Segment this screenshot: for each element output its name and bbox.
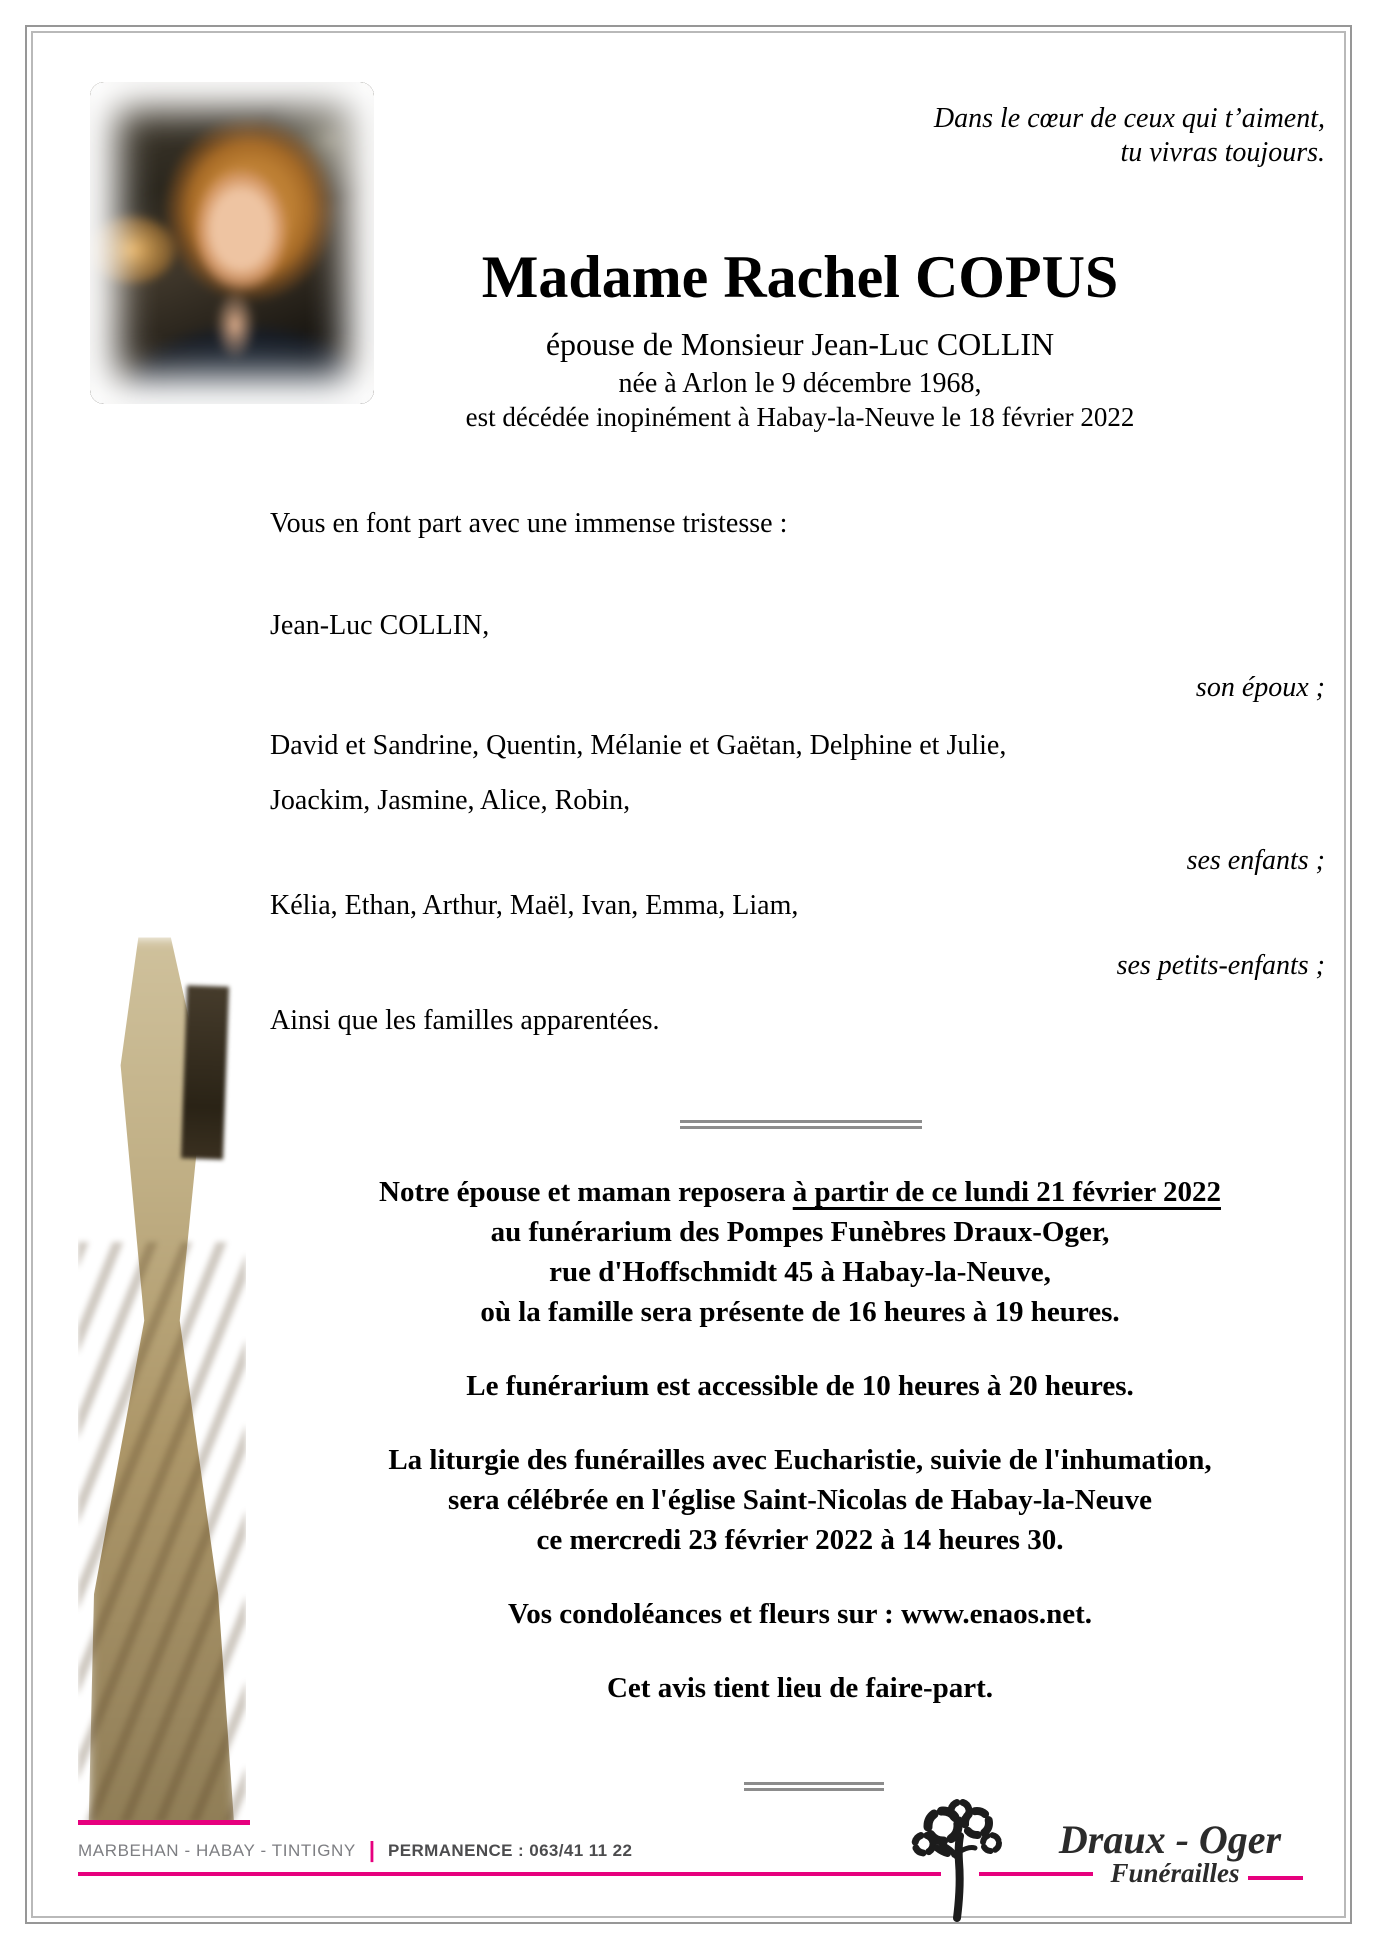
repose-line-3: rue d'Hoffschmidt 45 à Habay-la-Neuve, [549,1256,1051,1288]
liturgy-line-2: sera célébrée en l'église Saint-Nicolas de Habay-la-Neuve [448,1484,1152,1516]
husband-relation: son époux ; [1195,672,1325,703]
photo-top-fade [78,440,246,620]
quote-line-1: Dans le cœur de ceux qui t’aiment, [933,103,1325,134]
grandchildren-names: Kélia, Ethan, Arthur, Maël, Ivan, Emma, Liam, [270,890,799,921]
access-line: Le funérarium est accessible de 10 heures à 20 heures. [466,1370,1134,1402]
photo-accent-line [78,1820,250,1825]
notice-line: Cet avis tient lieu de faire-part. [606,1672,994,1704]
repose-line-4: où la famille sera présente de 16 heures à 19 heures. [480,1296,1120,1328]
liturgy-line-1: La liturgie des funérailles avec Eucharistie, suivie de l'inhumation, [388,1444,1212,1476]
children-names-line-2: Joackim, Jasmine, Alice, Robin, [270,785,631,816]
grandchildren-relation: ses petits-enfants ; [1116,950,1325,981]
birth-line: née à Arlon le 9 décembre 1968, [618,368,982,399]
repose-line-1-prefix: Notre épouse et maman reposera [379,1176,793,1208]
footer-locations: MARBEHAN - HABAY - TINTIGNY [78,1841,356,1860]
tree-logo-icon [903,1796,1015,1922]
footer-accent-dash [1248,1876,1303,1880]
families-line: Ainsi que les familles apparentées. [270,1005,660,1036]
footer-permanence: PERMANENCE : 063/41 11 22 [388,1841,633,1860]
husband-name: Jean-Luc COLLIN, [270,610,490,641]
forest-path-photo [78,440,246,1822]
funeral-home-name: Draux - Oger [1058,1817,1282,1862]
children-relation: ses enfants ; [1186,845,1325,876]
ceremony-details [258,1172,1342,1708]
deceased-name: Madame Rachel COPUS [481,244,1119,310]
spouse-line: épouse de Monsieur Jean-Luc COLLIN [545,326,1055,362]
condolences-line: Vos condoléances et fleurs sur : www.enaos.net. [507,1598,1093,1630]
memorial-quote [934,102,1325,170]
footer-info [78,1838,632,1864]
repose-line-1 [258,1172,1342,1212]
children-names-line-1: David et Sandrine, Quentin, Mélanie et Gaëtan, Delphine et Julie, [270,730,1007,761]
liturgy-line-3: ce mercredi 23 février 2022 à 14 heures 30. [536,1524,1064,1556]
footer-separator: | [368,1837,376,1862]
path-shadows [78,1242,246,1822]
tree-trunk [181,985,229,1159]
announcement-intro: Vous en font part avec une immense tristesse : [270,508,788,539]
repose-line-2: au funérarium des Pompes Funèbres Draux-Oger, [490,1216,1110,1248]
death-line: est décédée inopinément à Habay-la-Neuve le 18 février 2022 [465,402,1135,432]
section-divider-top [680,1120,922,1129]
funeral-home-subtitle: Funérailles [1110,1858,1240,1888]
quote-line-2: tu vivras toujours. [1120,137,1325,168]
footer-accent-line [78,1872,941,1876]
section-divider-bottom [744,1782,884,1791]
repose-date-underlined: à partir de ce lundi 21 février 2022 [792,1176,1221,1208]
